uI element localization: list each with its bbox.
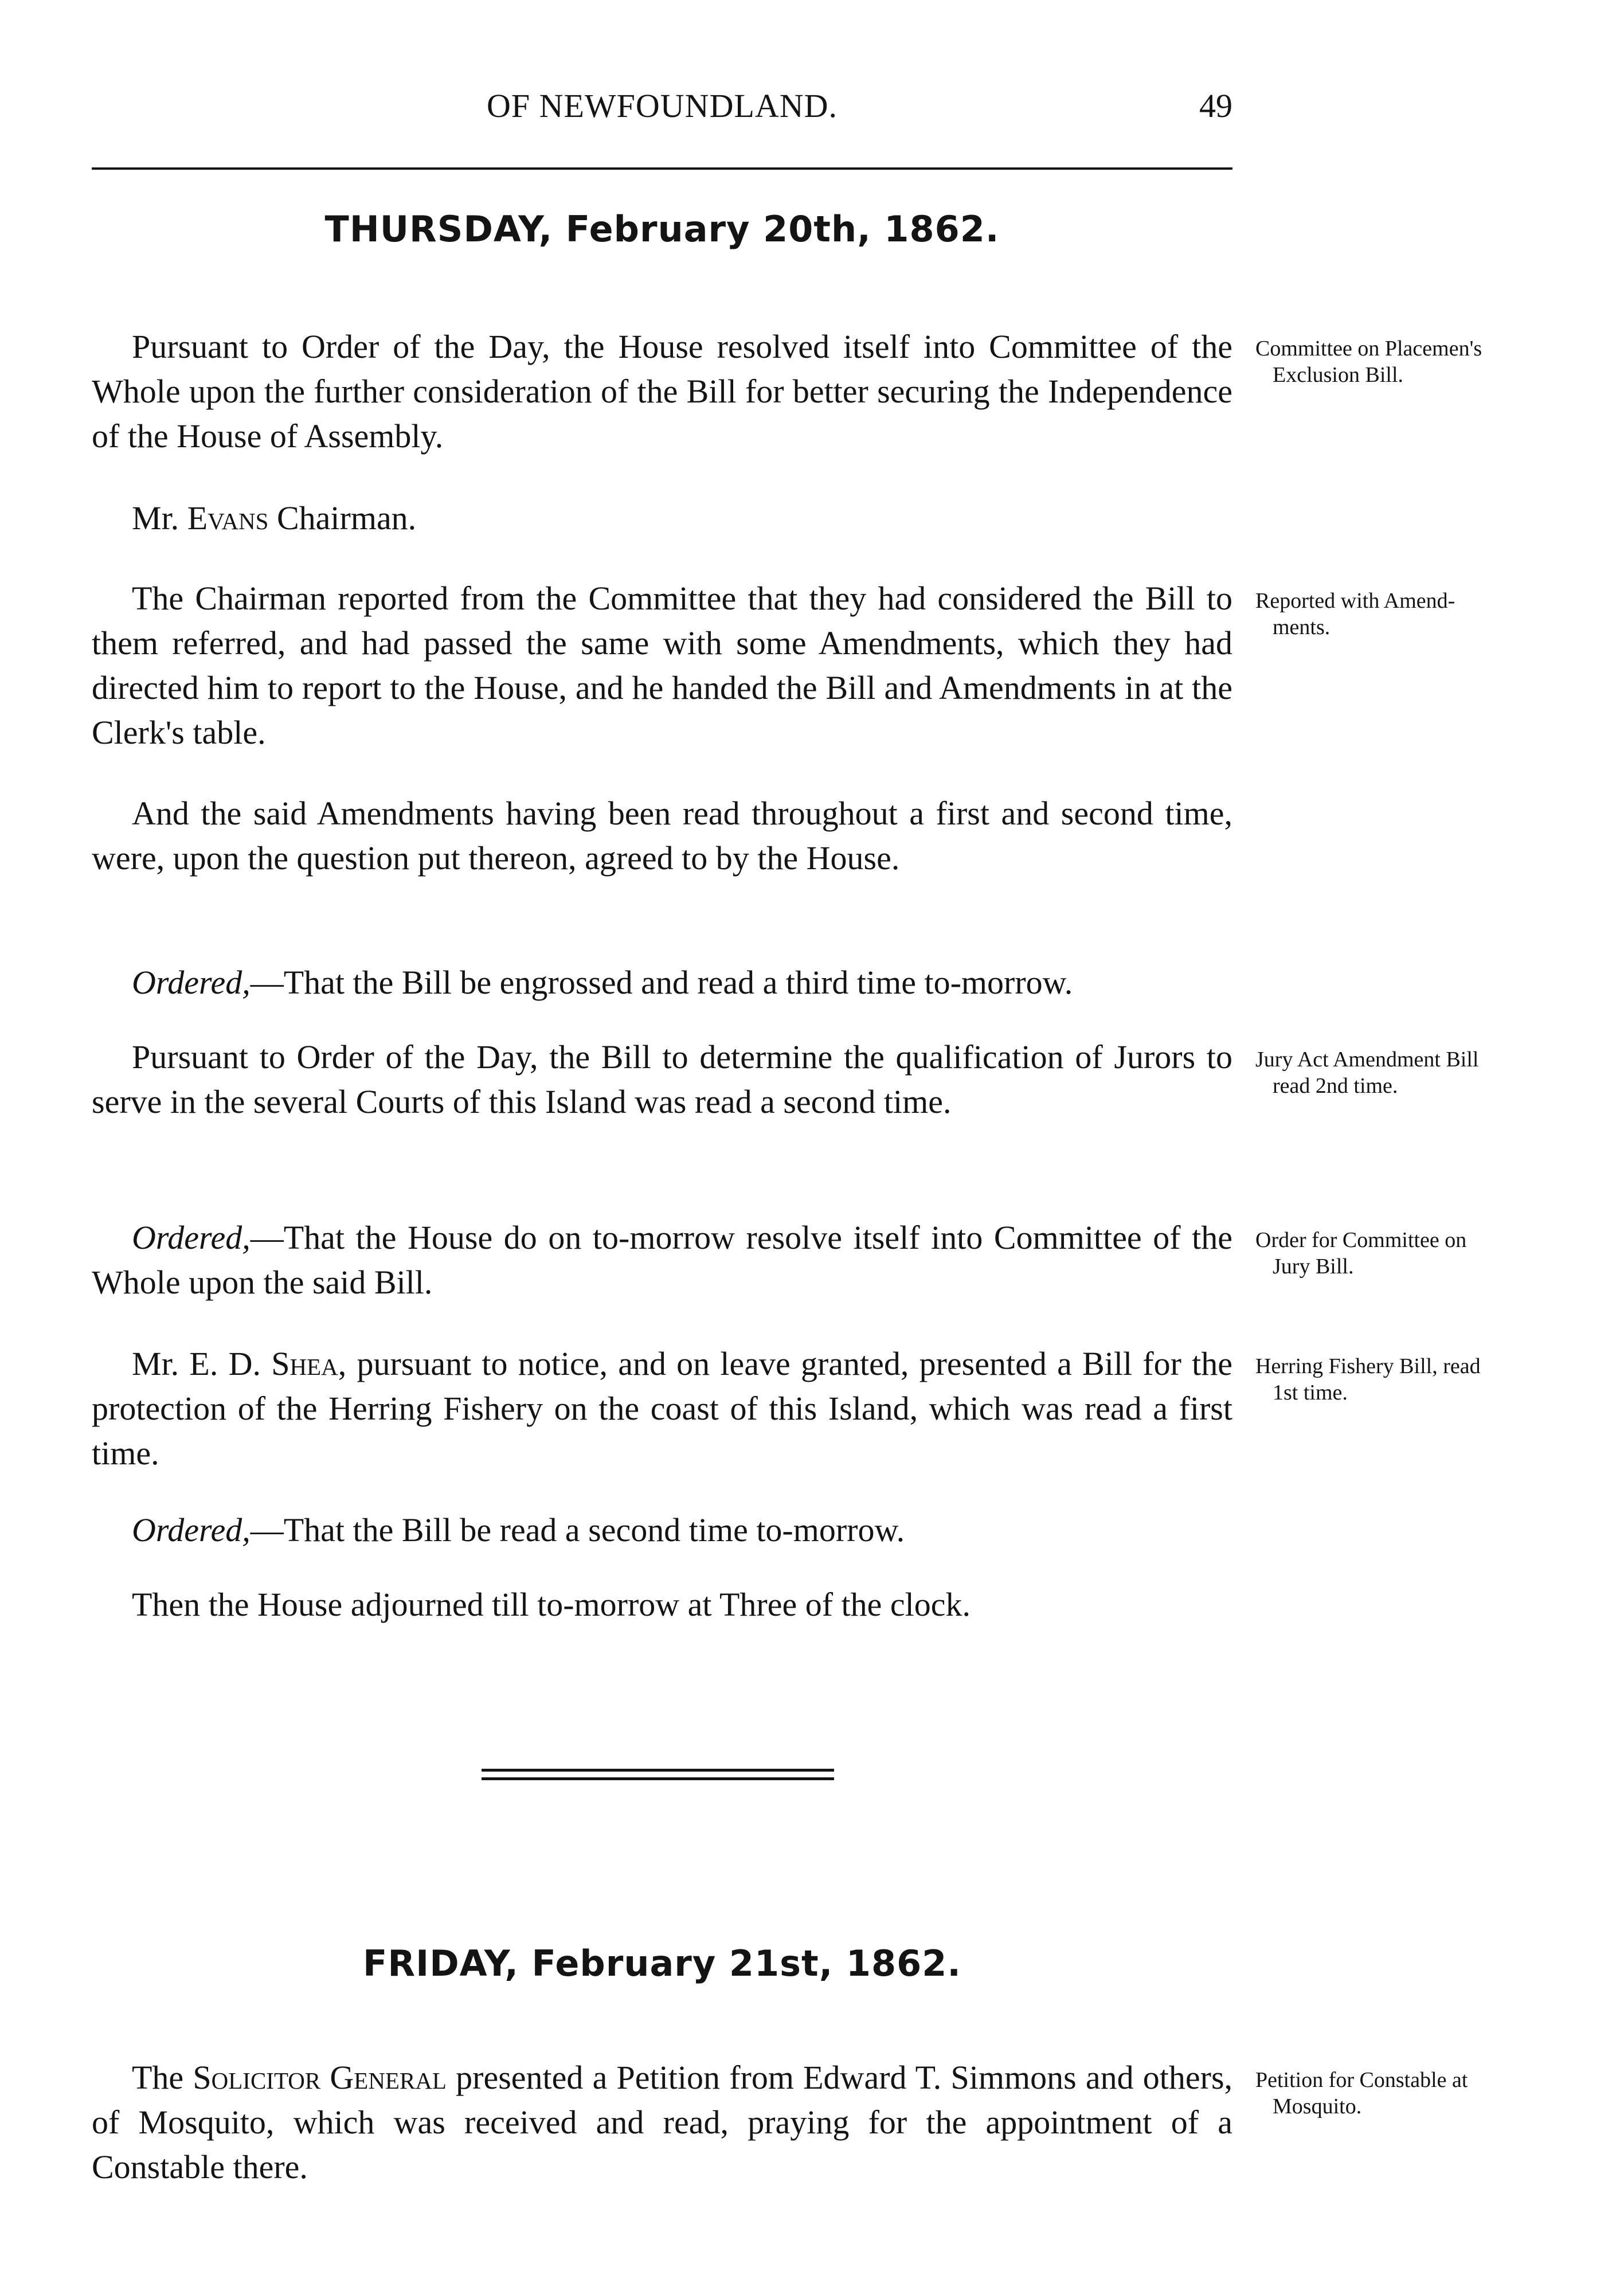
marginal-note xyxy=(1255,1046,1576,1099)
paragraph-text: —That the House do on to-morrow resolve itself into Committee of the Whole upon the said Bill. xyxy=(92,1219,1232,1301)
ordered-label: Ordered, xyxy=(132,964,251,1001)
marginal-note-line: Exclusion Bill. xyxy=(1273,363,1403,387)
marginal-note-line: Order for Committee on xyxy=(1255,1228,1467,1252)
running-title: OF NEWFOUNDLAND. xyxy=(486,87,838,124)
thursday-heading: THURSDAY, February 20th, 1862. xyxy=(324,208,1000,250)
marginal-note-line: Herring Fishery Bill, read xyxy=(1255,1354,1481,1378)
proceeding-paragraph xyxy=(92,576,1232,755)
paragraph-text: The Chairman reported from the Committee that they had considered the Bill to them referred, and had passed the same with some Amendments, which they had directed him to report to the House, and he handed the Bill and Amendments in at the Clerk's table. xyxy=(92,580,1232,751)
proceeding-paragraph xyxy=(92,325,1232,459)
marginal-note-line: Mosquito. xyxy=(1273,2094,1362,2118)
marginal-note xyxy=(1255,2067,1576,2120)
paragraph-text: Chairman. xyxy=(268,499,417,537)
paragraph-text: presented a Petition from Edward T. Simmons and others, of Mosquito, which was received and read, praying for the appointment of a Constable there. xyxy=(92,2059,1233,2186)
marginal-note-line: Petition for Constable at xyxy=(1255,2068,1468,2092)
paragraph-text: Then the House adjourned till to-morrow at Three of the clock. xyxy=(132,1586,971,1623)
proceeding-paragraph xyxy=(92,1342,1232,1476)
paragraph-text: And the said Amendments having been read throughout a first and second time, were, upon the question put thereon, agreed to by the House. xyxy=(92,795,1232,877)
marginal-note xyxy=(1255,1227,1576,1280)
marginal-note-line: ments. xyxy=(1273,615,1330,639)
proceeding-paragraph xyxy=(92,1582,1232,1627)
section-separator xyxy=(482,1769,834,1781)
ordered-label: Ordered, xyxy=(132,1219,251,1256)
order-paragraph xyxy=(92,1215,1232,1305)
marginal-note-line: Reported with Amend- xyxy=(1255,589,1455,613)
paragraph-text: , pursuant to notice, and on leave granted, presented a Bill for the protection of the Herring Fishery on the coast of this Island, which was read a first time. xyxy=(92,1345,1233,1472)
running-header xyxy=(92,80,1232,132)
marginal-note xyxy=(1255,588,1576,640)
marginal-note-line: Committee on Placemen's xyxy=(1255,337,1482,361)
member-name: Shea xyxy=(271,1345,338,1382)
marginal-note-line: 1st time. xyxy=(1273,1381,1348,1405)
proceeding-paragraph xyxy=(92,1035,1232,1124)
header-rule xyxy=(92,167,1232,170)
ordered-label: Ordered, xyxy=(132,1511,251,1549)
page-number: 49 xyxy=(1199,87,1232,124)
marginal-note xyxy=(1255,1353,1576,1406)
paragraph-text: —That the Bill be engrossed and read a third time to-morrow. xyxy=(250,964,1073,1001)
title-text: Mr. E. D. xyxy=(132,1345,272,1382)
chairman-line xyxy=(92,496,1232,541)
friday-heading: FRIDAY, February 21st, 1862. xyxy=(363,1942,961,1984)
title-text: The xyxy=(132,2059,193,2096)
paragraph-text: —That the Bill be read a second time to-morrow. xyxy=(250,1511,905,1549)
member-name: Solicitor General xyxy=(193,2059,447,2096)
member-name: Evans xyxy=(187,499,269,537)
proceeding-paragraph xyxy=(92,791,1232,881)
order-paragraph xyxy=(92,1508,1232,1553)
order-paragraph xyxy=(92,960,1232,1005)
marginal-note-line: Jury Bill. xyxy=(1273,1254,1354,1279)
paragraph-text: Pursuant to Order of the Day, the House resolved itself into Committee of the Whole upon the further consideration of the Bill for better securing the Independence of the House of Assembly. xyxy=(92,328,1232,455)
title-text: Mr. xyxy=(132,499,187,537)
marginal-note-line: read 2nd time. xyxy=(1273,1074,1398,1098)
marginal-note xyxy=(1255,335,1576,388)
paragraph-text: Pursuant to Order of the Day, the Bill to determine the qualification of Jurors to serve in the several Courts of this Island was read a second time. xyxy=(92,1038,1232,1120)
marginal-note-line: Jury Act Amendment Bill xyxy=(1255,1047,1479,1072)
proceeding-paragraph xyxy=(92,2055,1232,2190)
